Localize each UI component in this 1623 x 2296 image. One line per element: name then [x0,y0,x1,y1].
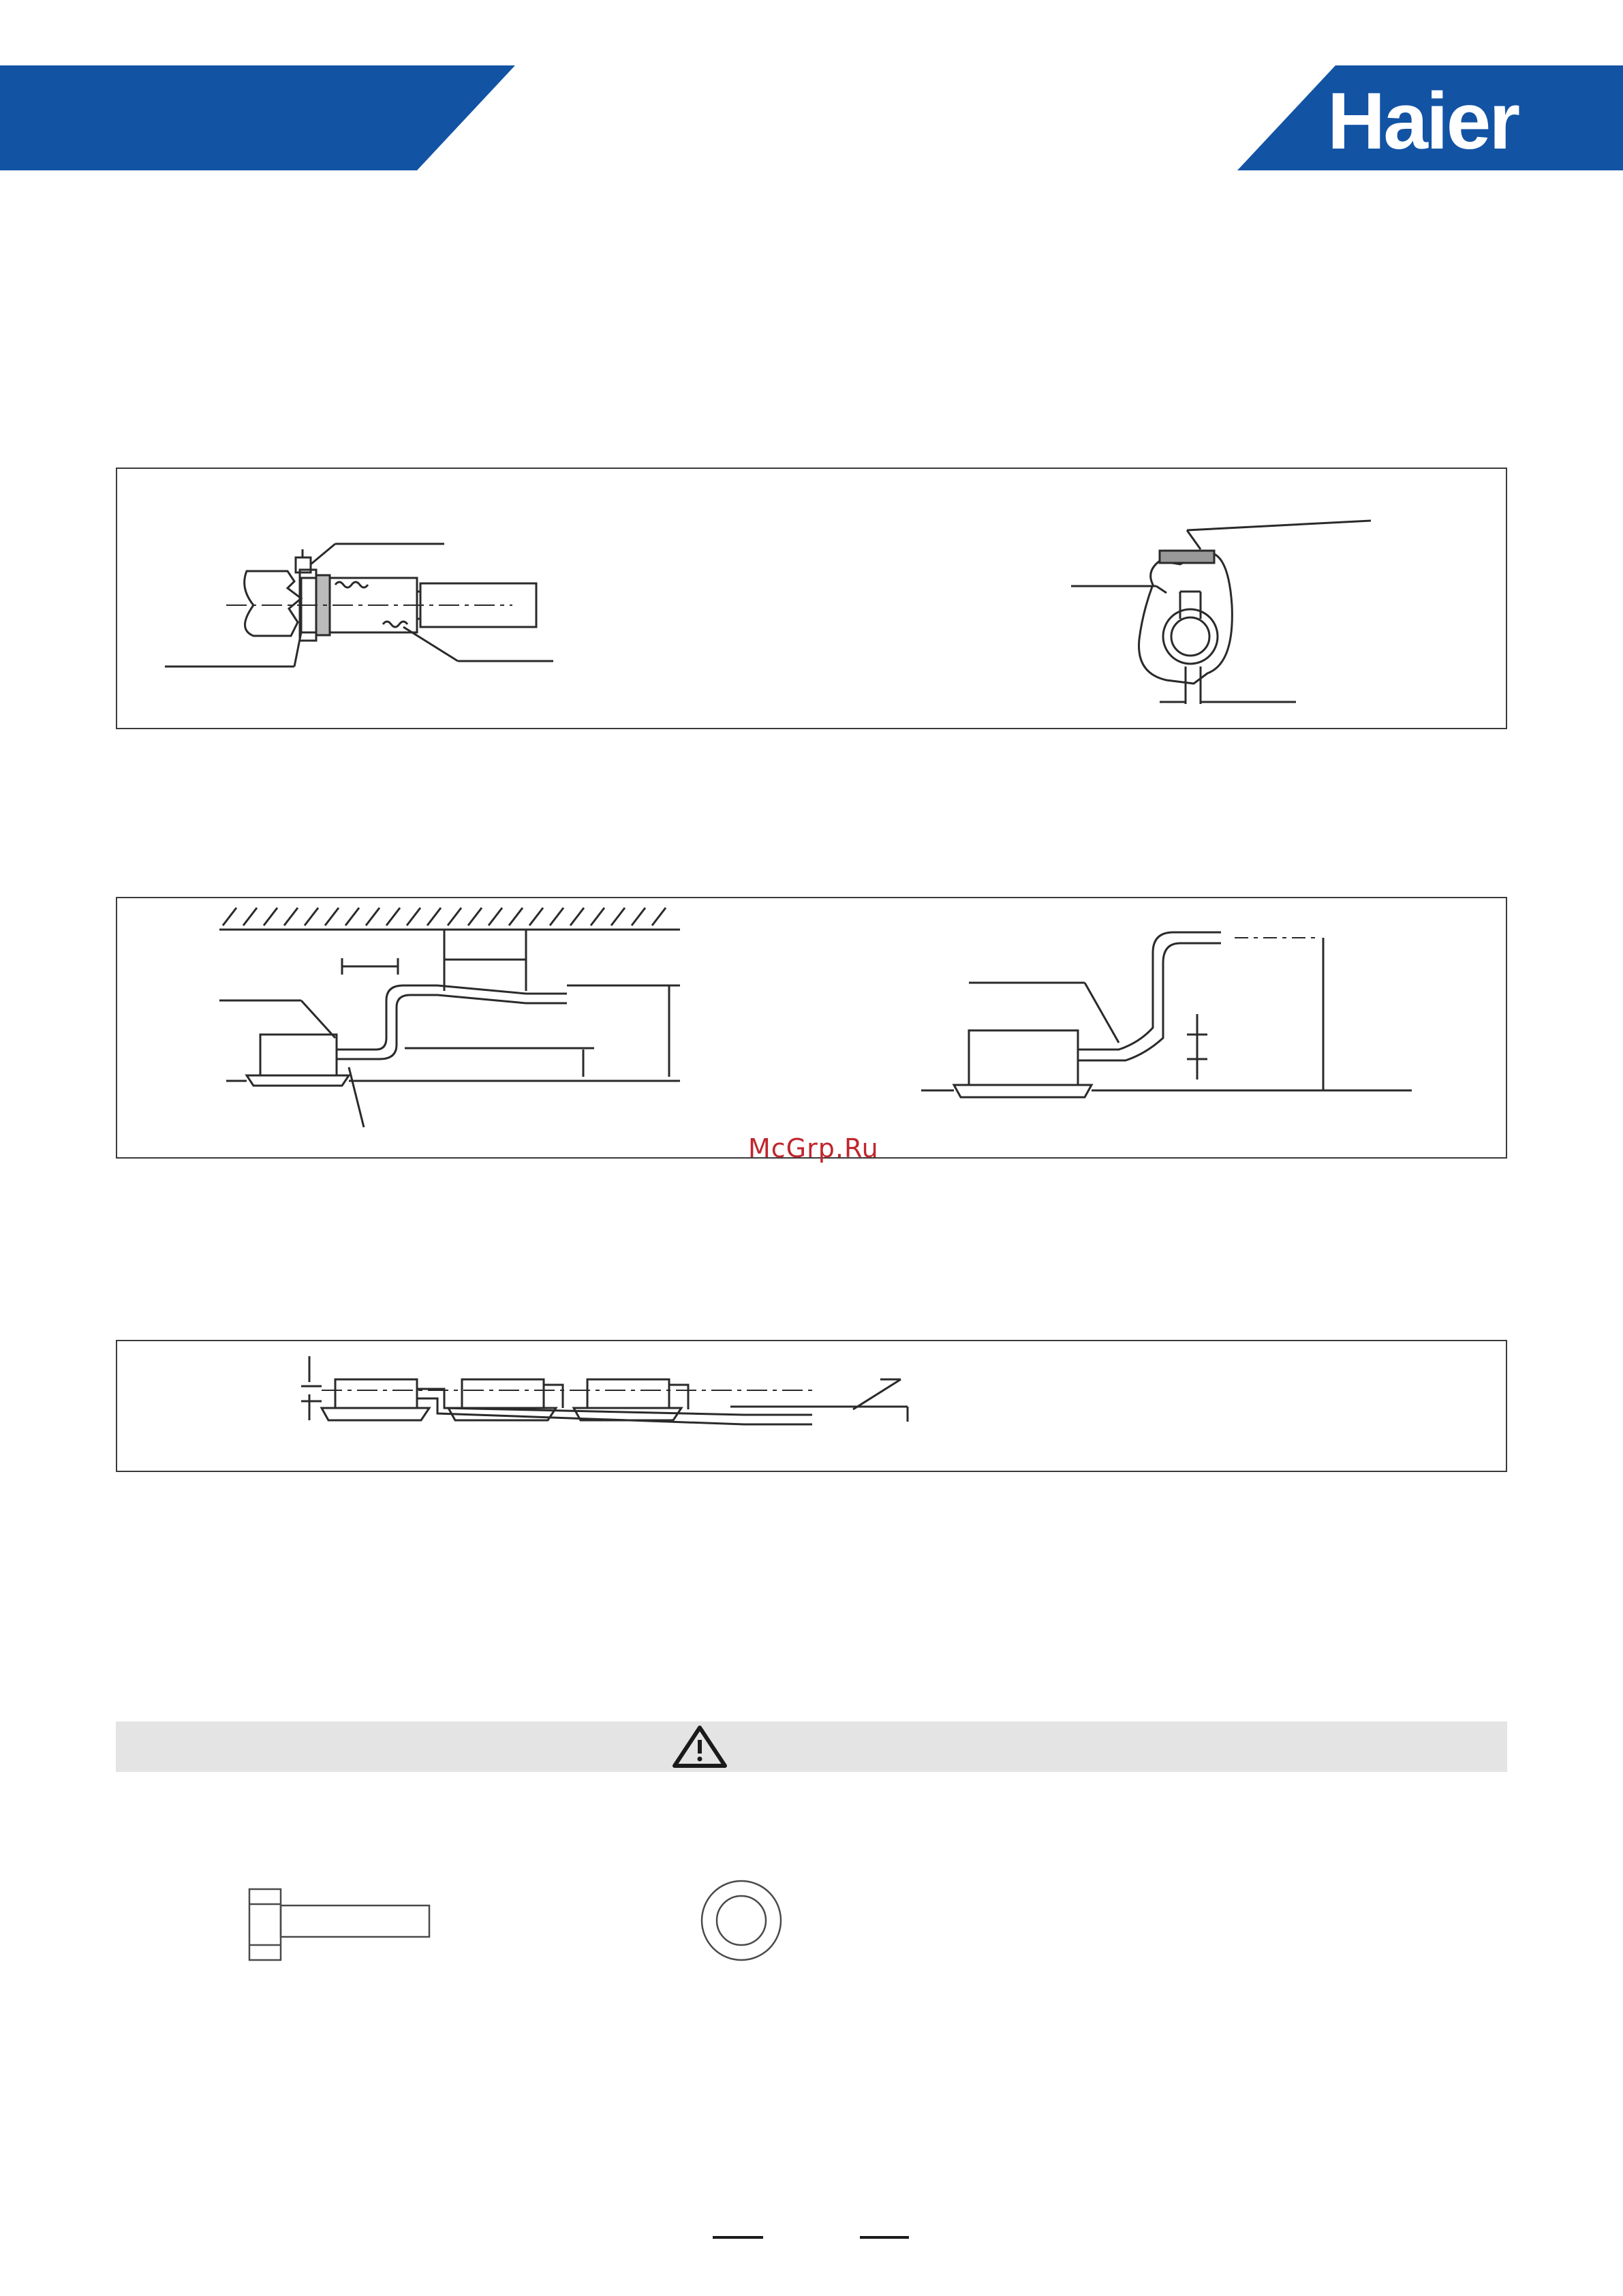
page-mark-right [860,2236,909,2239]
figure-bolt-and-washer [238,1874,784,1970]
figure-multi-unit-drain [116,1340,1507,1472]
figure-drain-pipe [116,897,1507,1159]
figure-pipe-insulation [116,468,1507,729]
warning-bar [116,1721,1507,1772]
brand-logo: Haier [1327,76,1519,166]
warning-triangle-icon [672,1725,728,1769]
watermark: McGrp.Ru [748,1133,879,1163]
page-mark-left [713,2236,763,2239]
